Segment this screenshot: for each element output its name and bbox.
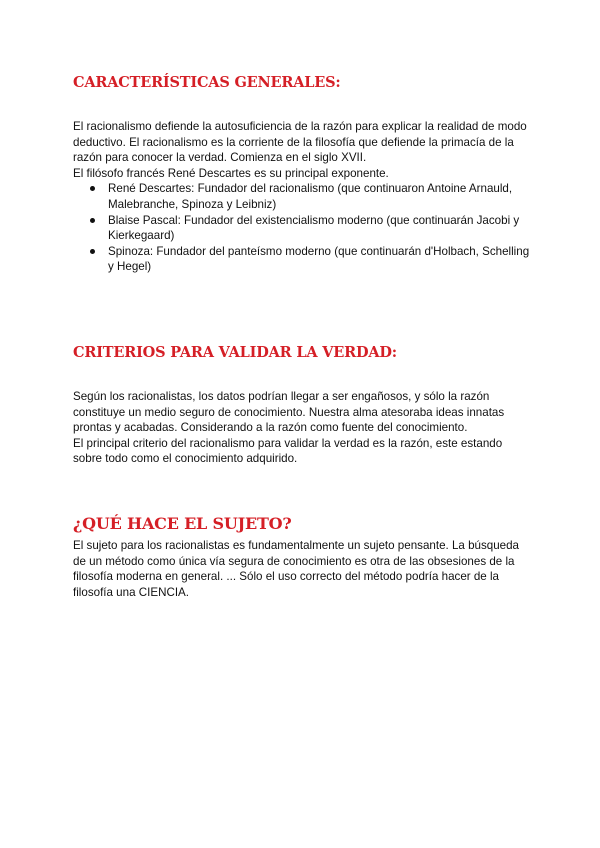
paragraph-racionalistas-datos: Según los racionalistas, los datos podrían llegar a ser engañosos, y sólo la razón constituye un medio seguro de conocimiento. Nuestra alma atesoraba ideas innatas prontas y acabadas. Considerando a la razón como fuente del conocimiento. [73, 390, 505, 435]
paragraph-sujeto-pensante: El sujeto para los racionalistas es fundamentalmente un sujeto pensante. La búsqueda de un método como única vía segura de conocimiento es otra de las obsesiones de la filosofía moderna en general. ... Sólo el uso correcto del método podría hacer de la filosofía una CIENCIA. [73, 539, 520, 599]
heading-caracteristicas-generales: CARACTERÍSTICAS GENERALES: [73, 74, 341, 91]
list-item-text: René Descartes: Fundador del racionalismo (que continuaron Antoine Arnauld, Malebranche, Spinoza y Leibniz) [108, 182, 513, 211]
paragraph-racionalismo-definicion: El racionalismo defiende la autosuficiencia de la razón para explicar la realidad de modo deductivo. El racionalismo es la corriente de la filosofía que defiende la primacía de la razón para conocer la verdad. Comienza en el siglo XVII. [73, 120, 527, 165]
section-caracteristicas-body [73, 119, 533, 275]
heading-criterios-validar-verdad: CRITERIOS PARA VALIDAR LA VERDAD: [73, 344, 397, 361]
list-item [73, 244, 533, 275]
philosophers-list [73, 181, 533, 275]
paragraph-descartes-exponente: El filósofo francés René Descartes es su principal exponente. [73, 166, 389, 180]
paragraph-principal-criterio: El principal criterio del racionalismo para validar la verdad es la razón, este estando sobre todo como el conocimiento adquirido. [73, 436, 503, 466]
list-item-text: Blaise Pascal: Fundador del existencialismo moderno (que continuarán Jacobi y Kierkegaard) [108, 213, 520, 243]
list-item [73, 213, 533, 244]
bullet-icon [90, 186, 95, 191]
section-criterios-body [73, 389, 533, 467]
heading-que-hace-el-sujeto: ¿QUÉ HACE EL SUJETO? [73, 514, 292, 533]
bullet-icon [90, 249, 95, 254]
section-sujeto-body [73, 538, 533, 600]
list-item-text: Spinoza: Fundador del panteísmo moderno (que continuarán d'Holbach, Schelling y Hegel) [108, 244, 530, 274]
list-item [73, 181, 533, 212]
bullet-icon [90, 218, 95, 223]
